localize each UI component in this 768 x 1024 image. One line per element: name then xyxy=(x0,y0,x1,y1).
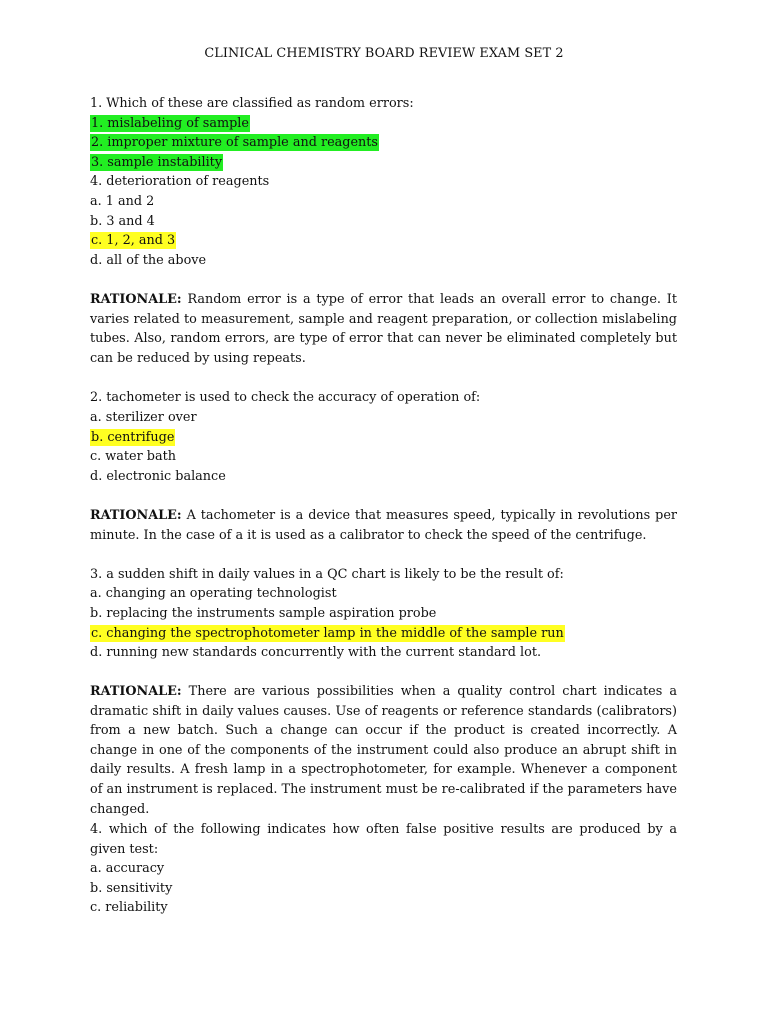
q2-rationale xyxy=(90,506,677,545)
q1-item-2 xyxy=(90,133,379,153)
question-2: 2. tachometer is used to check the accuracy of operation of: xyxy=(90,390,481,405)
correct-item-highlight: 2. improper mixture of sample and reagents xyxy=(91,135,378,150)
rationale-label: RATIONALE: xyxy=(90,508,182,523)
q4-option-b: b. sensitivity xyxy=(90,881,173,896)
q4-option-a: a. accuracy xyxy=(90,861,165,876)
question-4: 4. which of the following indicates how often false positive results are produced by a given test: xyxy=(90,822,677,857)
q3-rationale xyxy=(90,682,677,819)
rationale-text: A tachometer is a device that measures speed, typically in revolutions per minute. In the case of a it is used as a calibrator to check the speed of the centrifuge. xyxy=(90,508,678,543)
rationale-label: RATIONALE: xyxy=(90,684,182,699)
q4-option-c: c. reliability xyxy=(90,900,168,915)
q3-option-c xyxy=(90,624,565,644)
question-1: 1. Which of these are classified as random errors: xyxy=(90,96,414,111)
q1-option-b: b. 3 and 4 xyxy=(90,214,155,229)
q1-option-a: a. 1 and 2 xyxy=(90,194,155,209)
q2-option-a: a. sterilizer over xyxy=(90,410,197,425)
q1-item-1 xyxy=(90,114,250,134)
rationale-text: There are various possibilities when a quality control chart indicates a dramatic shift in daily values causes. Use of reagents or reference standards (calibrators) from a new batch. Such a change can occur if the product is created incorrectly. A change in one of the components of the instrument could also produce an abrupt shift in daily results. A fresh lamp in a spectrophotometer, for example. Whenever a component of an instrument is replaced. The instrument must be re-calibrated if the parameters have changed. xyxy=(90,684,677,817)
q1-item-4: 4. deterioration of reagents xyxy=(90,174,270,189)
rationale-label: RATIONALE: xyxy=(90,292,182,307)
answer-highlight: b. centrifuge xyxy=(91,430,175,445)
q1-option-c xyxy=(90,231,176,251)
q1-item-3 xyxy=(90,153,223,173)
q2-option-c: c. water bath xyxy=(90,449,176,464)
answer-highlight: c. 1, 2, and 3 xyxy=(91,233,176,248)
q1-rationale xyxy=(90,290,677,368)
q2-option-b xyxy=(90,428,175,448)
q3-option-a: a. changing an operating technologist xyxy=(90,586,337,601)
correct-item-highlight: 3. sample instability xyxy=(91,155,223,170)
question-3: 3. a sudden shift in daily values in a QC chart is likely to be the result of: xyxy=(90,567,564,582)
q3-option-b: b. replacing the instruments sample aspiration probe xyxy=(90,606,437,621)
page-title: CLINICAL CHEMISTRY BOARD REVIEW EXAM SET 2 xyxy=(204,46,564,61)
q2-option-d: d. electronic balance xyxy=(90,469,226,484)
q3-option-d: d. running new standards concurrently with the current standard lot. xyxy=(90,645,542,660)
q1-option-d: d. all of the above xyxy=(90,253,207,268)
answer-highlight: c. changing the spectrophotometer lamp in the middle of the sample run xyxy=(91,626,564,641)
correct-item-highlight: 1. mislabeling of sample xyxy=(91,116,249,131)
rationale-text: Random error is a type of error that leads an overall error to change. It varies related to measurement, sample and reagent preparation, or collection mislabeling tubes. Also, random errors, are type of error that can never be eliminated completely but can be reduced by using repeats. xyxy=(90,292,677,366)
